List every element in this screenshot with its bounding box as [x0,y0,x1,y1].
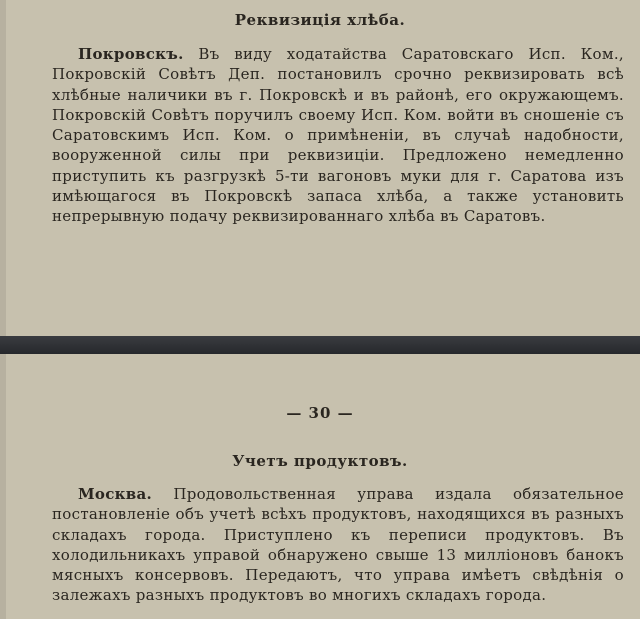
page-number: — 30 — [286,404,354,422]
clipping-top-lead: Покровскъ. [78,45,184,63]
clipping-bottom-lead: Москва. [78,485,153,503]
page-edge-shadow [0,354,6,619]
clipping-bottom-body [52,484,624,606]
clipping-top-title: Реквизиція хлѣба. [234,11,406,29]
clipping-top-text: Въ виду ходатайства Саратовскаго Исп. Ком., Покровскій Совѣтъ Деп. постановилъ срочно реквизировать всѣ хлѣбные наличики въ г. Покровскѣ и въ районѣ, его окружающемъ. Покровскій Совѣтъ поручилъ своему Исп. Ком. войти въ сношеніе съ Саратовскимъ Исп. Ком. о примѣненіи, въ случаѣ надобности, вооруженной силы при реквизиціи. Предложено немедленно приступить къ разгрузкѣ 5-ти вагоновъ муки для г. Саратова изъ имѣющагося въ Покровскѣ запаса хлѣба, а также установить непрерывную подачу реквизированнаго хлѣба въ Саратовъ. [52,45,624,226]
clipping-bottom-title: Учетъ продуктовъ. [232,452,408,470]
page-edge-shadow [0,0,6,336]
scan-divider-band [0,336,640,354]
clipping-top-body [52,44,624,227]
clipping-bottom-text: Продовольственная управа издала обязательное постановленіе объ учетѣ всѣхъ продуктовъ, находящихся въ разныхъ складахъ города. Приступлено къ переписи продуктовъ. Въ холодильникахъ управой обнаружено свыше 13 милліоновъ банокъ мясныхъ консервовъ. Передаютъ, что управа имѣетъ свѣдѣнія о залежахъ разныхъ продуктовъ во многихъ складахъ города. [52,485,624,605]
clipping-bottom [0,354,640,619]
